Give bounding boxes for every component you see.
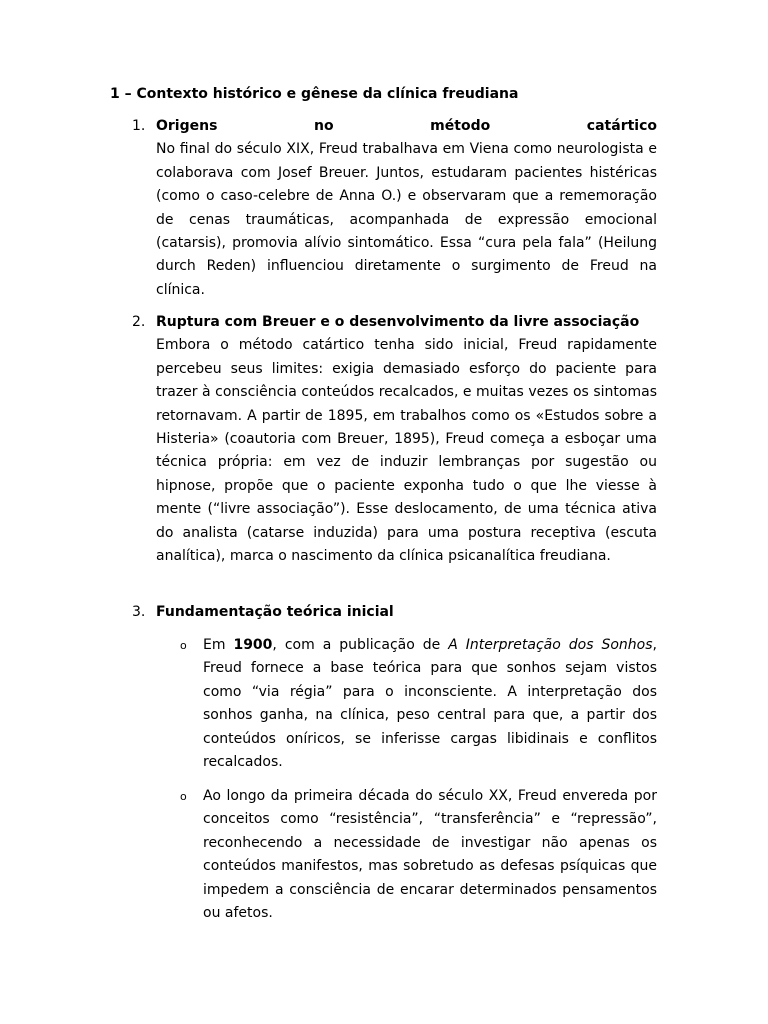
list-item: [132, 311, 657, 568]
list-item: [132, 115, 657, 302]
book-title: A Interpretação dos Sonhos: [448, 637, 653, 653]
list-item: [132, 601, 657, 624]
section-heading: 1 – Contexto histórico e gênese da clínica freudiana: [110, 86, 519, 102]
text-run: , Freud fornece a base teórica para que sonhos sejam vistos como “via régia” para o inconsciente. A interpretação dos sonhos ganha, na clínica, peso central para que, a partir dos conteúdos oníricos, se inferisse cargas libidinais e conflitos recalcados.: [203, 637, 657, 771]
sub-list-item: [180, 634, 657, 774]
sub-item-text: Ao longo da primeira década do século XX, Freud envereda por conceitos como “resistência”, “transferência” e “repressão”, reconhecendo a necessidade de investigar não apenas os conteúdos manifestos, mas sobretudo as defesas psíquicas que impedem a consciência de encarar determinados pensamentos ou afetos.: [203, 788, 657, 922]
bullet-circle-icon: o: [180, 639, 187, 652]
sub-list-item: [180, 785, 657, 925]
text-run: , com a publicação de: [272, 637, 449, 653]
bullet-circle-icon: o: [180, 790, 187, 803]
text-run: Em: [203, 637, 234, 653]
year-emphasis: 1900: [233, 637, 273, 653]
item-title: Fundamentação teórica inicial: [156, 604, 394, 620]
item-title: Origens no método catártico: [156, 118, 657, 134]
item-number: 3.: [132, 604, 146, 620]
item-title: Ruptura com Breuer e o desenvolvimento da livre associação: [156, 314, 640, 330]
item-number: 2.: [132, 314, 146, 330]
item-body: Embora o método catártico tenha sido inicial, Freud rapidamente percebeu seus limites: exigia demasiado esforço do paciente para trazer à consciência conteúdos recalcados, e muitas vezes os sintomas retornavam. A partir de 1895, em trabalhos como os «Estudos sobre a Histeria» (coautoria com Breuer, 1895), Freud começa a esboçar uma técnica própria: em vez de induzir lembranças por sugestão ou hipnose, propõe que o paciente exponha tudo o que lhe viesse à mente (“livre associação”). Esse deslocamento, de uma técnica ativa do analista (catarse induzida) para uma postura receptiva (escuta analítica), marca o nascimento da clínica psicanalítica freudiana.: [156, 337, 657, 565]
item-number: 1.: [132, 118, 146, 134]
item-body: No final do século XIX, Freud trabalhava em Viena como neurologista e colaborava com Josef Breuer. Juntos, estudaram pacientes histéricas (como o caso-celebre de Anna O.) e observaram que a rememoração de cenas traumáticas, acompanhada de expressão emocional (catarsis), promovia alívio sintomático. Essa “cura pela fala” (Heilung durch Reden) influenciou diretamente o surgimento de Freud na clínica.: [156, 141, 657, 298]
